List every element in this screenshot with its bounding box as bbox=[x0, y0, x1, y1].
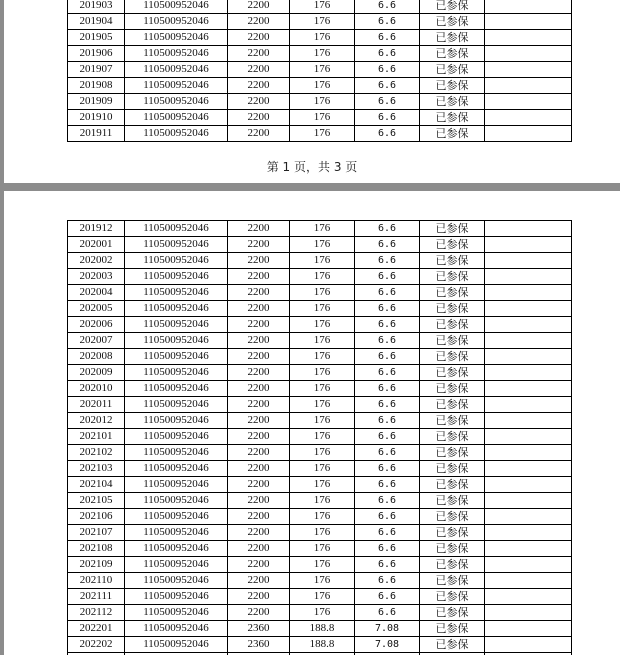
table-row bbox=[68, 525, 572, 541]
base-amount-cell: 2200 bbox=[228, 413, 290, 429]
personal-contribution-cell: 6.6 bbox=[355, 110, 420, 126]
note-cell bbox=[485, 637, 572, 653]
unit-contribution-cell: 176 bbox=[290, 573, 355, 589]
table-row bbox=[68, 94, 572, 110]
account-number-cell: 110500952046 bbox=[125, 557, 228, 573]
note-cell bbox=[485, 477, 572, 493]
base-amount-cell: 2200 bbox=[228, 78, 290, 94]
status-cell: 已参保 bbox=[420, 557, 485, 573]
unit-contribution-cell: 176 bbox=[290, 413, 355, 429]
base-amount-cell: 2200 bbox=[228, 381, 290, 397]
base-amount-cell: 2200 bbox=[228, 30, 290, 46]
base-amount-cell: 2200 bbox=[228, 541, 290, 557]
account-number-cell: 110500952046 bbox=[125, 349, 228, 365]
table-row bbox=[68, 573, 572, 589]
unit-contribution-cell: 176 bbox=[290, 126, 355, 142]
status-cell: 已参保 bbox=[420, 349, 485, 365]
base-amount-cell: 2200 bbox=[228, 237, 290, 253]
unit-contribution-cell: 176 bbox=[290, 253, 355, 269]
personal-contribution-cell: 6.6 bbox=[355, 285, 420, 301]
month-cell: 202001 bbox=[68, 237, 125, 253]
status-cell: 已参保 bbox=[420, 365, 485, 381]
page-number-footer: 第 1 页，共 3 页 bbox=[266, 160, 358, 174]
month-cell: 201904 bbox=[68, 14, 125, 30]
status-cell: 已参保 bbox=[420, 461, 485, 477]
personal-contribution-cell: 6.6 bbox=[355, 525, 420, 541]
table-row bbox=[68, 0, 572, 14]
table-row bbox=[68, 301, 572, 317]
status-cell: 已参保 bbox=[420, 413, 485, 429]
personal-contribution-cell: 6.6 bbox=[355, 589, 420, 605]
note-cell bbox=[485, 78, 572, 94]
status-cell: 已参保 bbox=[420, 14, 485, 30]
account-number-cell: 110500952046 bbox=[125, 126, 228, 142]
account-number-cell: 110500952046 bbox=[125, 525, 228, 541]
note-cell bbox=[485, 381, 572, 397]
base-amount-cell: 2200 bbox=[228, 285, 290, 301]
account-number-cell: 110500952046 bbox=[125, 429, 228, 445]
note-cell bbox=[485, 525, 572, 541]
table-row bbox=[68, 509, 572, 525]
month-cell: 201903 bbox=[68, 0, 125, 14]
month-cell: 201908 bbox=[68, 78, 125, 94]
account-number-cell: 110500952046 bbox=[125, 62, 228, 78]
status-cell: 已参保 bbox=[420, 573, 485, 589]
status-cell: 已参保 bbox=[420, 301, 485, 317]
note-cell bbox=[485, 110, 572, 126]
account-number-cell: 110500952046 bbox=[125, 30, 228, 46]
status-cell: 已参保 bbox=[420, 637, 485, 653]
base-amount-cell: 2200 bbox=[228, 269, 290, 285]
month-cell: 202009 bbox=[68, 365, 125, 381]
status-cell: 已参保 bbox=[420, 541, 485, 557]
personal-contribution-cell: 6.6 bbox=[355, 14, 420, 30]
personal-contribution-cell: 6.6 bbox=[355, 221, 420, 237]
unit-contribution-cell: 176 bbox=[290, 269, 355, 285]
month-cell: 201909 bbox=[68, 94, 125, 110]
unit-contribution-cell: 176 bbox=[290, 429, 355, 445]
note-cell bbox=[485, 285, 572, 301]
personal-contribution-cell: 6.6 bbox=[355, 46, 420, 62]
unit-contribution-cell: 176 bbox=[290, 46, 355, 62]
note-cell bbox=[485, 413, 572, 429]
status-cell: 已参保 bbox=[420, 525, 485, 541]
base-amount-cell: 2200 bbox=[228, 365, 290, 381]
unit-contribution-cell: 176 bbox=[290, 317, 355, 333]
base-amount-cell: 2200 bbox=[228, 301, 290, 317]
base-amount-cell: 2200 bbox=[228, 557, 290, 573]
account-number-cell: 110500952046 bbox=[125, 445, 228, 461]
status-cell: 已参保 bbox=[420, 237, 485, 253]
personal-contribution-cell: 6.6 bbox=[355, 509, 420, 525]
base-amount-cell: 2200 bbox=[228, 253, 290, 269]
personal-contribution-cell: 6.6 bbox=[355, 317, 420, 333]
unit-contribution-cell: 176 bbox=[290, 301, 355, 317]
unit-contribution-cell: 176 bbox=[290, 333, 355, 349]
note-cell bbox=[485, 126, 572, 142]
status-cell: 已参保 bbox=[420, 0, 485, 14]
account-number-cell: 110500952046 bbox=[125, 46, 228, 62]
unit-contribution-cell: 176 bbox=[290, 94, 355, 110]
unit-contribution-cell: 176 bbox=[290, 525, 355, 541]
unit-contribution-cell: 176 bbox=[290, 477, 355, 493]
note-cell bbox=[485, 365, 572, 381]
personal-contribution-cell: 6.6 bbox=[355, 30, 420, 46]
status-cell: 已参保 bbox=[420, 445, 485, 461]
personal-contribution-cell: 6.6 bbox=[355, 397, 420, 413]
table-row bbox=[68, 461, 572, 477]
month-cell: 202107 bbox=[68, 525, 125, 541]
table-row bbox=[68, 30, 572, 46]
personal-contribution-cell: 6.6 bbox=[355, 333, 420, 349]
account-number-cell: 110500952046 bbox=[125, 237, 228, 253]
status-cell: 已参保 bbox=[420, 605, 485, 621]
status-cell: 已参保 bbox=[420, 221, 485, 237]
status-cell: 已参保 bbox=[420, 46, 485, 62]
month-cell: 202106 bbox=[68, 509, 125, 525]
personal-contribution-cell: 6.6 bbox=[355, 269, 420, 285]
base-amount-cell: 2200 bbox=[228, 221, 290, 237]
status-cell: 已参保 bbox=[420, 317, 485, 333]
unit-contribution-cell: 176 bbox=[290, 445, 355, 461]
account-number-cell: 110500952046 bbox=[125, 589, 228, 605]
base-amount-cell: 2200 bbox=[228, 589, 290, 605]
unit-contribution-cell: 176 bbox=[290, 237, 355, 253]
unit-contribution-cell: 176 bbox=[290, 62, 355, 78]
month-cell: 202003 bbox=[68, 269, 125, 285]
month-cell: 202006 bbox=[68, 317, 125, 333]
month-cell: 202104 bbox=[68, 477, 125, 493]
status-cell: 已参保 bbox=[420, 110, 485, 126]
table-row bbox=[68, 14, 572, 30]
personal-contribution-cell: 6.6 bbox=[355, 605, 420, 621]
base-amount-cell: 2200 bbox=[228, 14, 290, 30]
table-row bbox=[68, 317, 572, 333]
month-cell: 201907 bbox=[68, 62, 125, 78]
account-number-cell: 110500952046 bbox=[125, 637, 228, 653]
status-cell: 已参保 bbox=[420, 429, 485, 445]
personal-contribution-cell: 6.6 bbox=[355, 365, 420, 381]
note-cell bbox=[485, 493, 572, 509]
table-row bbox=[68, 557, 572, 573]
unit-contribution-cell: 176 bbox=[290, 557, 355, 573]
note-cell bbox=[485, 445, 572, 461]
base-amount-cell: 2200 bbox=[228, 429, 290, 445]
base-amount-cell: 2200 bbox=[228, 349, 290, 365]
base-amount-cell: 2200 bbox=[228, 477, 290, 493]
unit-contribution-cell: 176 bbox=[290, 349, 355, 365]
note-cell bbox=[485, 349, 572, 365]
month-cell: 202103 bbox=[68, 461, 125, 477]
personal-contribution-cell: 6.6 bbox=[355, 301, 420, 317]
personal-contribution-cell: 6.6 bbox=[355, 429, 420, 445]
table-row bbox=[68, 365, 572, 381]
account-number-cell: 110500952046 bbox=[125, 381, 228, 397]
personal-contribution-cell: 6.6 bbox=[355, 541, 420, 557]
table-row bbox=[68, 269, 572, 285]
status-cell: 已参保 bbox=[420, 589, 485, 605]
unit-contribution-cell: 176 bbox=[290, 221, 355, 237]
unit-contribution-cell: 176 bbox=[290, 30, 355, 46]
contribution-table-body bbox=[68, 0, 572, 142]
note-cell bbox=[485, 253, 572, 269]
table-row bbox=[68, 429, 572, 445]
note-cell bbox=[485, 429, 572, 445]
month-cell: 202007 bbox=[68, 333, 125, 349]
table-row bbox=[68, 589, 572, 605]
account-number-cell: 110500952046 bbox=[125, 413, 228, 429]
contribution-table bbox=[67, 220, 572, 655]
table-row bbox=[68, 333, 572, 349]
month-cell: 202002 bbox=[68, 253, 125, 269]
unit-contribution-cell: 176 bbox=[290, 110, 355, 126]
account-number-cell: 110500952046 bbox=[125, 493, 228, 509]
table-row bbox=[68, 349, 572, 365]
base-amount-cell: 2200 bbox=[228, 397, 290, 413]
account-number-cell: 110500952046 bbox=[125, 573, 228, 589]
note-cell bbox=[485, 62, 572, 78]
base-amount-cell: 2200 bbox=[228, 333, 290, 349]
table-row bbox=[68, 221, 572, 237]
unit-contribution-cell: 176 bbox=[290, 0, 355, 14]
note-cell bbox=[485, 397, 572, 413]
month-cell: 202005 bbox=[68, 301, 125, 317]
note-cell bbox=[485, 221, 572, 237]
personal-contribution-cell: 6.6 bbox=[355, 237, 420, 253]
unit-contribution-cell: 176 bbox=[290, 509, 355, 525]
unit-contribution-cell: 176 bbox=[290, 541, 355, 557]
unit-contribution-cell: 176 bbox=[290, 14, 355, 30]
personal-contribution-cell: 6.6 bbox=[355, 94, 420, 110]
unit-contribution-cell: 176 bbox=[290, 78, 355, 94]
note-cell bbox=[485, 621, 572, 637]
status-cell: 已参保 bbox=[420, 621, 485, 637]
note-cell bbox=[485, 573, 572, 589]
base-amount-cell: 2200 bbox=[228, 525, 290, 541]
base-amount-cell: 2200 bbox=[228, 46, 290, 62]
table-row bbox=[68, 110, 572, 126]
account-number-cell: 110500952046 bbox=[125, 605, 228, 621]
personal-contribution-cell: 6.6 bbox=[355, 493, 420, 509]
table-row bbox=[68, 253, 572, 269]
month-cell: 202201 bbox=[68, 621, 125, 637]
status-cell: 已参保 bbox=[420, 285, 485, 301]
account-number-cell: 110500952046 bbox=[125, 253, 228, 269]
month-cell: 201910 bbox=[68, 110, 125, 126]
account-number-cell: 110500952046 bbox=[125, 621, 228, 637]
account-number-cell: 110500952046 bbox=[125, 509, 228, 525]
personal-contribution-cell: 6.6 bbox=[355, 461, 420, 477]
table-row bbox=[68, 605, 572, 621]
status-cell: 已参保 bbox=[420, 62, 485, 78]
table-row bbox=[68, 541, 572, 557]
account-number-cell: 110500952046 bbox=[125, 317, 228, 333]
status-cell: 已参保 bbox=[420, 253, 485, 269]
personal-contribution-cell: 6.6 bbox=[355, 381, 420, 397]
base-amount-cell: 2200 bbox=[228, 509, 290, 525]
base-amount-cell: 2200 bbox=[228, 573, 290, 589]
month-cell: 202108 bbox=[68, 541, 125, 557]
table-row bbox=[68, 413, 572, 429]
note-cell bbox=[485, 30, 572, 46]
unit-contribution-cell: 176 bbox=[290, 589, 355, 605]
base-amount-cell: 2200 bbox=[228, 94, 290, 110]
table-row bbox=[68, 621, 572, 637]
table-row bbox=[68, 285, 572, 301]
month-cell: 202105 bbox=[68, 493, 125, 509]
note-cell bbox=[485, 14, 572, 30]
status-cell: 已参保 bbox=[420, 126, 485, 142]
account-number-cell: 110500952046 bbox=[125, 269, 228, 285]
status-cell: 已参保 bbox=[420, 509, 485, 525]
status-cell: 已参保 bbox=[420, 269, 485, 285]
month-cell: 201911 bbox=[68, 126, 125, 142]
table-row bbox=[68, 445, 572, 461]
account-number-cell: 110500952046 bbox=[125, 14, 228, 30]
personal-contribution-cell: 6.6 bbox=[355, 477, 420, 493]
account-number-cell: 110500952046 bbox=[125, 0, 228, 14]
month-cell: 202109 bbox=[68, 557, 125, 573]
account-number-cell: 110500952046 bbox=[125, 94, 228, 110]
account-number-cell: 110500952046 bbox=[125, 221, 228, 237]
account-number-cell: 110500952046 bbox=[125, 110, 228, 126]
base-amount-cell: 2360 bbox=[228, 637, 290, 653]
account-number-cell: 110500952046 bbox=[125, 397, 228, 413]
personal-contribution-cell: 6.6 bbox=[355, 78, 420, 94]
account-number-cell: 110500952046 bbox=[125, 541, 228, 557]
personal-contribution-cell: 6.6 bbox=[355, 445, 420, 461]
note-cell bbox=[485, 509, 572, 525]
note-cell bbox=[485, 557, 572, 573]
unit-contribution-cell: 176 bbox=[290, 381, 355, 397]
personal-contribution-cell: 6.6 bbox=[355, 62, 420, 78]
note-cell bbox=[485, 461, 572, 477]
note-cell bbox=[485, 237, 572, 253]
base-amount-cell: 2200 bbox=[228, 605, 290, 621]
note-cell bbox=[485, 46, 572, 62]
month-cell: 202004 bbox=[68, 285, 125, 301]
base-amount-cell: 2200 bbox=[228, 126, 290, 142]
note-cell bbox=[485, 605, 572, 621]
pdf-page-2 bbox=[4, 191, 620, 655]
note-cell bbox=[485, 541, 572, 557]
month-cell: 202008 bbox=[68, 349, 125, 365]
account-number-cell: 110500952046 bbox=[125, 301, 228, 317]
table-row bbox=[68, 397, 572, 413]
contribution-table bbox=[67, 0, 572, 142]
note-cell bbox=[485, 333, 572, 349]
month-cell: 202102 bbox=[68, 445, 125, 461]
unit-contribution-cell: 176 bbox=[290, 285, 355, 301]
base-amount-cell: 2200 bbox=[228, 461, 290, 477]
account-number-cell: 110500952046 bbox=[125, 461, 228, 477]
account-number-cell: 110500952046 bbox=[125, 477, 228, 493]
status-cell: 已参保 bbox=[420, 94, 485, 110]
status-cell: 已参保 bbox=[420, 493, 485, 509]
month-cell: 201905 bbox=[68, 30, 125, 46]
table-row bbox=[68, 126, 572, 142]
month-cell: 202202 bbox=[68, 637, 125, 653]
unit-contribution-cell: 176 bbox=[290, 365, 355, 381]
table-row bbox=[68, 237, 572, 253]
personal-contribution-cell: 6.6 bbox=[355, 0, 420, 14]
status-cell: 已参保 bbox=[420, 333, 485, 349]
unit-contribution-cell: 176 bbox=[290, 493, 355, 509]
note-cell bbox=[485, 301, 572, 317]
month-cell: 202110 bbox=[68, 573, 125, 589]
base-amount-cell: 2200 bbox=[228, 0, 290, 14]
account-number-cell: 110500952046 bbox=[125, 78, 228, 94]
unit-contribution-cell: 176 bbox=[290, 461, 355, 477]
unit-contribution-cell: 176 bbox=[290, 397, 355, 413]
unit-contribution-cell: 188.8 bbox=[290, 621, 355, 637]
month-cell: 202012 bbox=[68, 413, 125, 429]
personal-contribution-cell: 7.08 bbox=[355, 621, 420, 637]
personal-contribution-cell: 6.6 bbox=[355, 253, 420, 269]
month-cell: 201912 bbox=[68, 221, 125, 237]
note-cell bbox=[485, 0, 572, 14]
personal-contribution-cell: 6.6 bbox=[355, 557, 420, 573]
unit-contribution-cell: 188.8 bbox=[290, 637, 355, 653]
base-amount-cell: 2200 bbox=[228, 62, 290, 78]
note-cell bbox=[485, 589, 572, 605]
pdf-page-1 bbox=[4, 0, 620, 183]
table-row bbox=[68, 477, 572, 493]
month-cell: 202010 bbox=[68, 381, 125, 397]
base-amount-cell: 2200 bbox=[228, 317, 290, 333]
personal-contribution-cell: 6.6 bbox=[355, 126, 420, 142]
note-cell bbox=[485, 269, 572, 285]
personal-contribution-cell: 7.08 bbox=[355, 637, 420, 653]
status-cell: 已参保 bbox=[420, 477, 485, 493]
account-number-cell: 110500952046 bbox=[125, 365, 228, 381]
base-amount-cell: 2200 bbox=[228, 110, 290, 126]
personal-contribution-cell: 6.6 bbox=[355, 413, 420, 429]
table-row bbox=[68, 62, 572, 78]
month-cell: 202112 bbox=[68, 605, 125, 621]
month-cell: 202111 bbox=[68, 589, 125, 605]
note-cell bbox=[485, 317, 572, 333]
table-row bbox=[68, 637, 572, 653]
table-row bbox=[68, 78, 572, 94]
status-cell: 已参保 bbox=[420, 30, 485, 46]
table-row bbox=[68, 493, 572, 509]
status-cell: 已参保 bbox=[420, 78, 485, 94]
personal-contribution-cell: 6.6 bbox=[355, 349, 420, 365]
unit-contribution-cell: 176 bbox=[290, 605, 355, 621]
note-cell bbox=[485, 94, 572, 110]
account-number-cell: 110500952046 bbox=[125, 333, 228, 349]
status-cell: 已参保 bbox=[420, 397, 485, 413]
base-amount-cell: 2200 bbox=[228, 445, 290, 461]
personal-contribution-cell: 6.6 bbox=[355, 573, 420, 589]
contribution-table-body bbox=[68, 221, 572, 655]
status-cell: 已参保 bbox=[420, 381, 485, 397]
table-row bbox=[68, 381, 572, 397]
table-row bbox=[68, 46, 572, 62]
month-cell: 202011 bbox=[68, 397, 125, 413]
month-cell: 201906 bbox=[68, 46, 125, 62]
account-number-cell: 110500952046 bbox=[125, 285, 228, 301]
base-amount-cell: 2200 bbox=[228, 493, 290, 509]
base-amount-cell: 2360 bbox=[228, 621, 290, 637]
month-cell: 202101 bbox=[68, 429, 125, 445]
